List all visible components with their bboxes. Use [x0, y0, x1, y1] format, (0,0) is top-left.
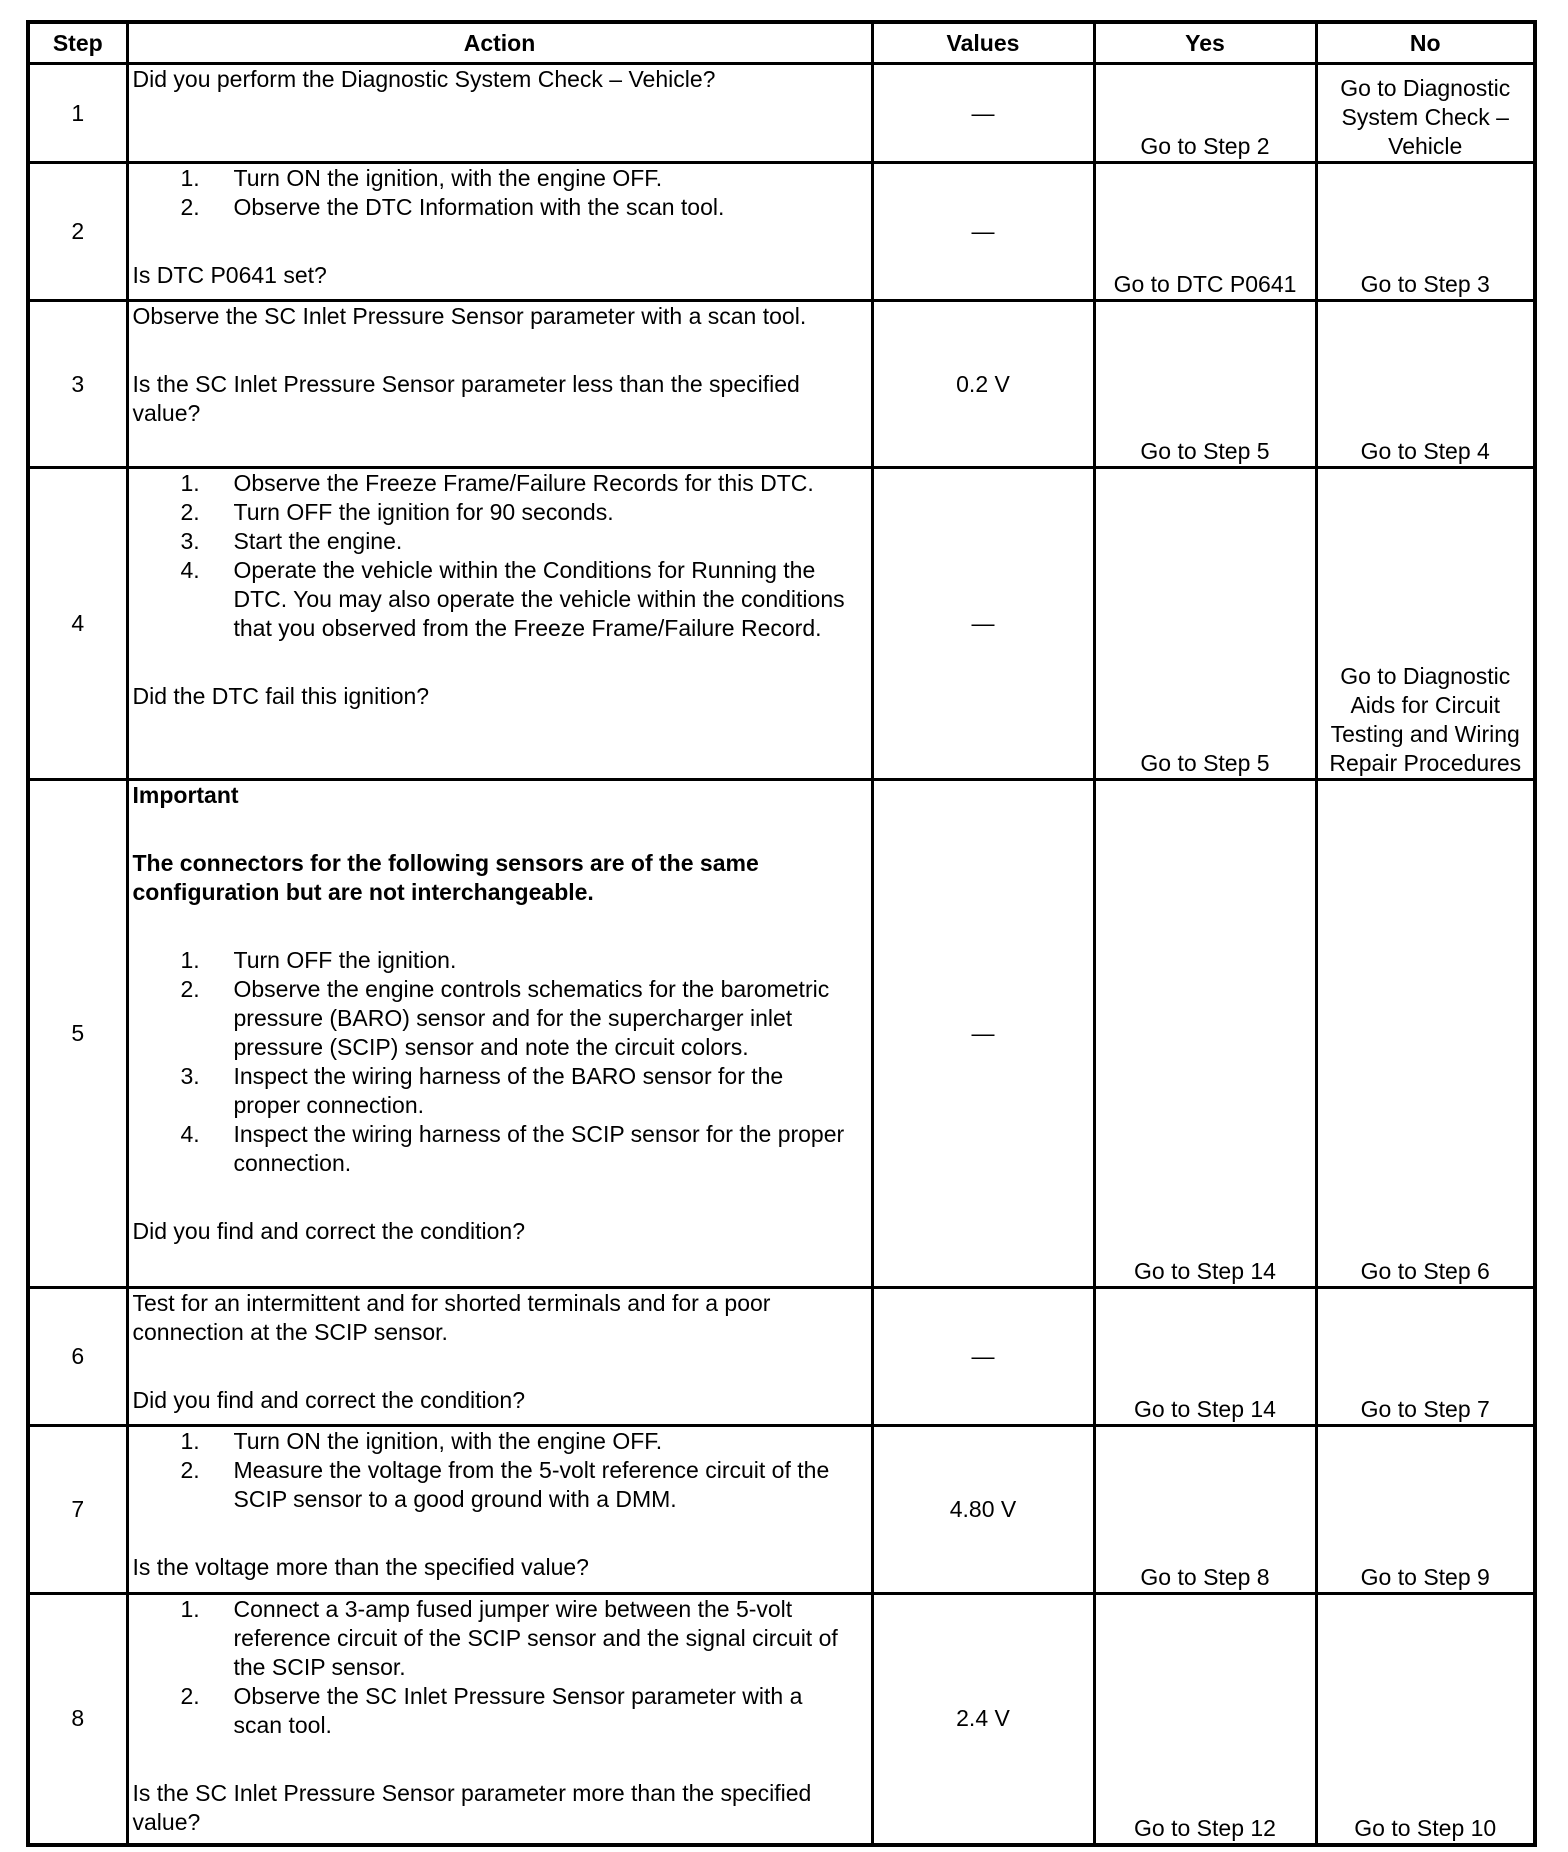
table-row [28, 163, 1535, 301]
no-cell: Go to Step 10 [1316, 1594, 1535, 1845]
yes-cell: Go to Step 5 [1094, 301, 1316, 468]
step-number: 7 [28, 1426, 127, 1594]
action-steps [133, 469, 867, 643]
value-cell: — [872, 163, 1094, 301]
action-cell [127, 468, 872, 780]
action-steps [133, 164, 867, 222]
yes-cell: Go to Step 5 [1094, 468, 1316, 780]
action-cell [127, 64, 872, 163]
table-row [28, 1594, 1535, 1845]
important-note: The connectors for the following sensors are of the same configuration but are not interchangeable. [132, 850, 759, 905]
action-cell [127, 1594, 872, 1845]
action-question: Did you perform the Diagnostic System Check – Vehicle? [132, 66, 716, 92]
action-step: 1. Turn ON the ignition, with the engine OFF. [180, 1428, 663, 1454]
action-cell [127, 780, 872, 1288]
action-step: 3. Start the engine. [180, 528, 403, 554]
no-cell: Go to Step 9 [1316, 1426, 1535, 1594]
yes-cell: Go to Step 14 [1094, 1288, 1316, 1426]
no-cell: Go to Step 3 [1316, 163, 1535, 301]
action-question: Is DTC P0641 set? [132, 262, 327, 288]
step-number: 3 [28, 301, 127, 468]
step-number: 5 [28, 780, 127, 1288]
value-cell: — [872, 64, 1094, 163]
action-cell [127, 1288, 872, 1426]
action-question: Is the SC Inlet Pressure Sensor parameter less than the specified value? [132, 371, 800, 426]
action-cell [127, 163, 872, 301]
value-cell: 0.2 V [872, 301, 1094, 468]
value-cell: — [872, 780, 1094, 1288]
no-cell: Go to Diagnostic Aids for Circuit Testing and Wiring Repair Procedures [1316, 468, 1535, 780]
no-cell: Go to Step 7 [1316, 1288, 1535, 1426]
table-row [28, 1288, 1535, 1426]
value-cell: — [872, 1288, 1094, 1426]
action-step: 2. Observe the engine controls schematics for the barometric pressure (BARO) sensor and for the supercharger inlet pressure (SCIP) sensor and note the circuit colors. [180, 976, 830, 1060]
action-intro: Observe the SC Inlet Pressure Sensor parameter with a scan tool. [132, 303, 807, 329]
yes-cell: Go to Step 2 [1094, 64, 1316, 163]
action-intro: Test for an intermittent and for shorted terminals and for a poor connection at the SCIP sensor. [132, 1290, 771, 1345]
action-step: 2. Measure the voltage from the 5-volt reference circuit of the SCIP sensor to a good ground with a DMM. [180, 1457, 830, 1512]
action-step: 4. Inspect the wiring harness of the SCIP sensor for the proper connection. [180, 1121, 845, 1176]
no-cell: Go to Step 4 [1316, 301, 1535, 468]
no-cell: Go to Diagnostic System Check – Vehicle [1316, 64, 1535, 163]
action-question: Is the voltage more than the specified value? [132, 1554, 589, 1580]
action-step: 1. Turn ON the ignition, with the engine OFF. [180, 165, 663, 191]
action-steps [133, 1595, 867, 1740]
action-steps [133, 946, 867, 1178]
header-row [28, 22, 1535, 64]
action-steps [133, 1427, 867, 1514]
value-cell: 4.80 V [872, 1426, 1094, 1594]
action-step: 3. Inspect the wiring harness of the BARO sensor for the proper connection. [180, 1063, 784, 1118]
header-values: Values [872, 22, 1094, 64]
action-step: 4. Operate the vehicle within the Conditions for Running the DTC. You may also operate the vehicle within the conditions that you observed from the Freeze Frame/Failure Record. [180, 557, 845, 641]
action-step: 1. Connect a 3-amp fused jumper wire between the 5-volt reference circuit of the SCIP sensor and the signal circuit of the SCIP sensor. [180, 1596, 838, 1680]
action-step: 1. Turn OFF the ignition. [180, 947, 457, 973]
yes-cell: Go to Step 8 [1094, 1426, 1316, 1594]
yes-cell: Go to Step 12 [1094, 1594, 1316, 1845]
table-row [28, 780, 1535, 1288]
action-step: 1. Observe the Freeze Frame/Failure Records for this DTC. [180, 470, 814, 496]
step-number: 2 [28, 163, 127, 301]
yes-cell: Go to DTC P0641 [1094, 163, 1316, 301]
action-question: Did the DTC fail this ignition? [132, 683, 430, 709]
no-cell: Go to Step 6 [1316, 780, 1535, 1288]
table-row [28, 64, 1535, 163]
header-step: Step [28, 22, 127, 64]
value-cell: — [872, 468, 1094, 780]
table-row [28, 1426, 1535, 1594]
header-action: Action [127, 22, 872, 64]
step-number: 8 [28, 1594, 127, 1845]
action-step: 2. Turn OFF the ignition for 90 seconds. [180, 499, 614, 525]
step-number: 4 [28, 468, 127, 780]
header-yes: Yes [1094, 22, 1316, 64]
diagnostic-table [26, 20, 1537, 1847]
action-question: Is the SC Inlet Pressure Sensor parameter more than the specified value? [132, 1780, 812, 1835]
important-label: Important [132, 782, 239, 808]
value-cell: 2.4 V [872, 1594, 1094, 1845]
action-cell [127, 301, 872, 468]
action-cell [127, 1426, 872, 1594]
header-no: No [1316, 22, 1535, 64]
table-row [28, 468, 1535, 780]
action-step: 2. Observe the SC Inlet Pressure Sensor parameter with a scan tool. [180, 1683, 803, 1738]
yes-cell: Go to Step 14 [1094, 780, 1316, 1288]
step-number: 1 [28, 64, 127, 163]
action-question: Did you find and correct the condition? [132, 1387, 526, 1413]
action-step: 2. Observe the DTC Information with the scan tool. [180, 194, 725, 220]
action-question: Did you find and correct the condition? [132, 1218, 526, 1244]
step-number: 6 [28, 1288, 127, 1426]
table-row [28, 301, 1535, 468]
